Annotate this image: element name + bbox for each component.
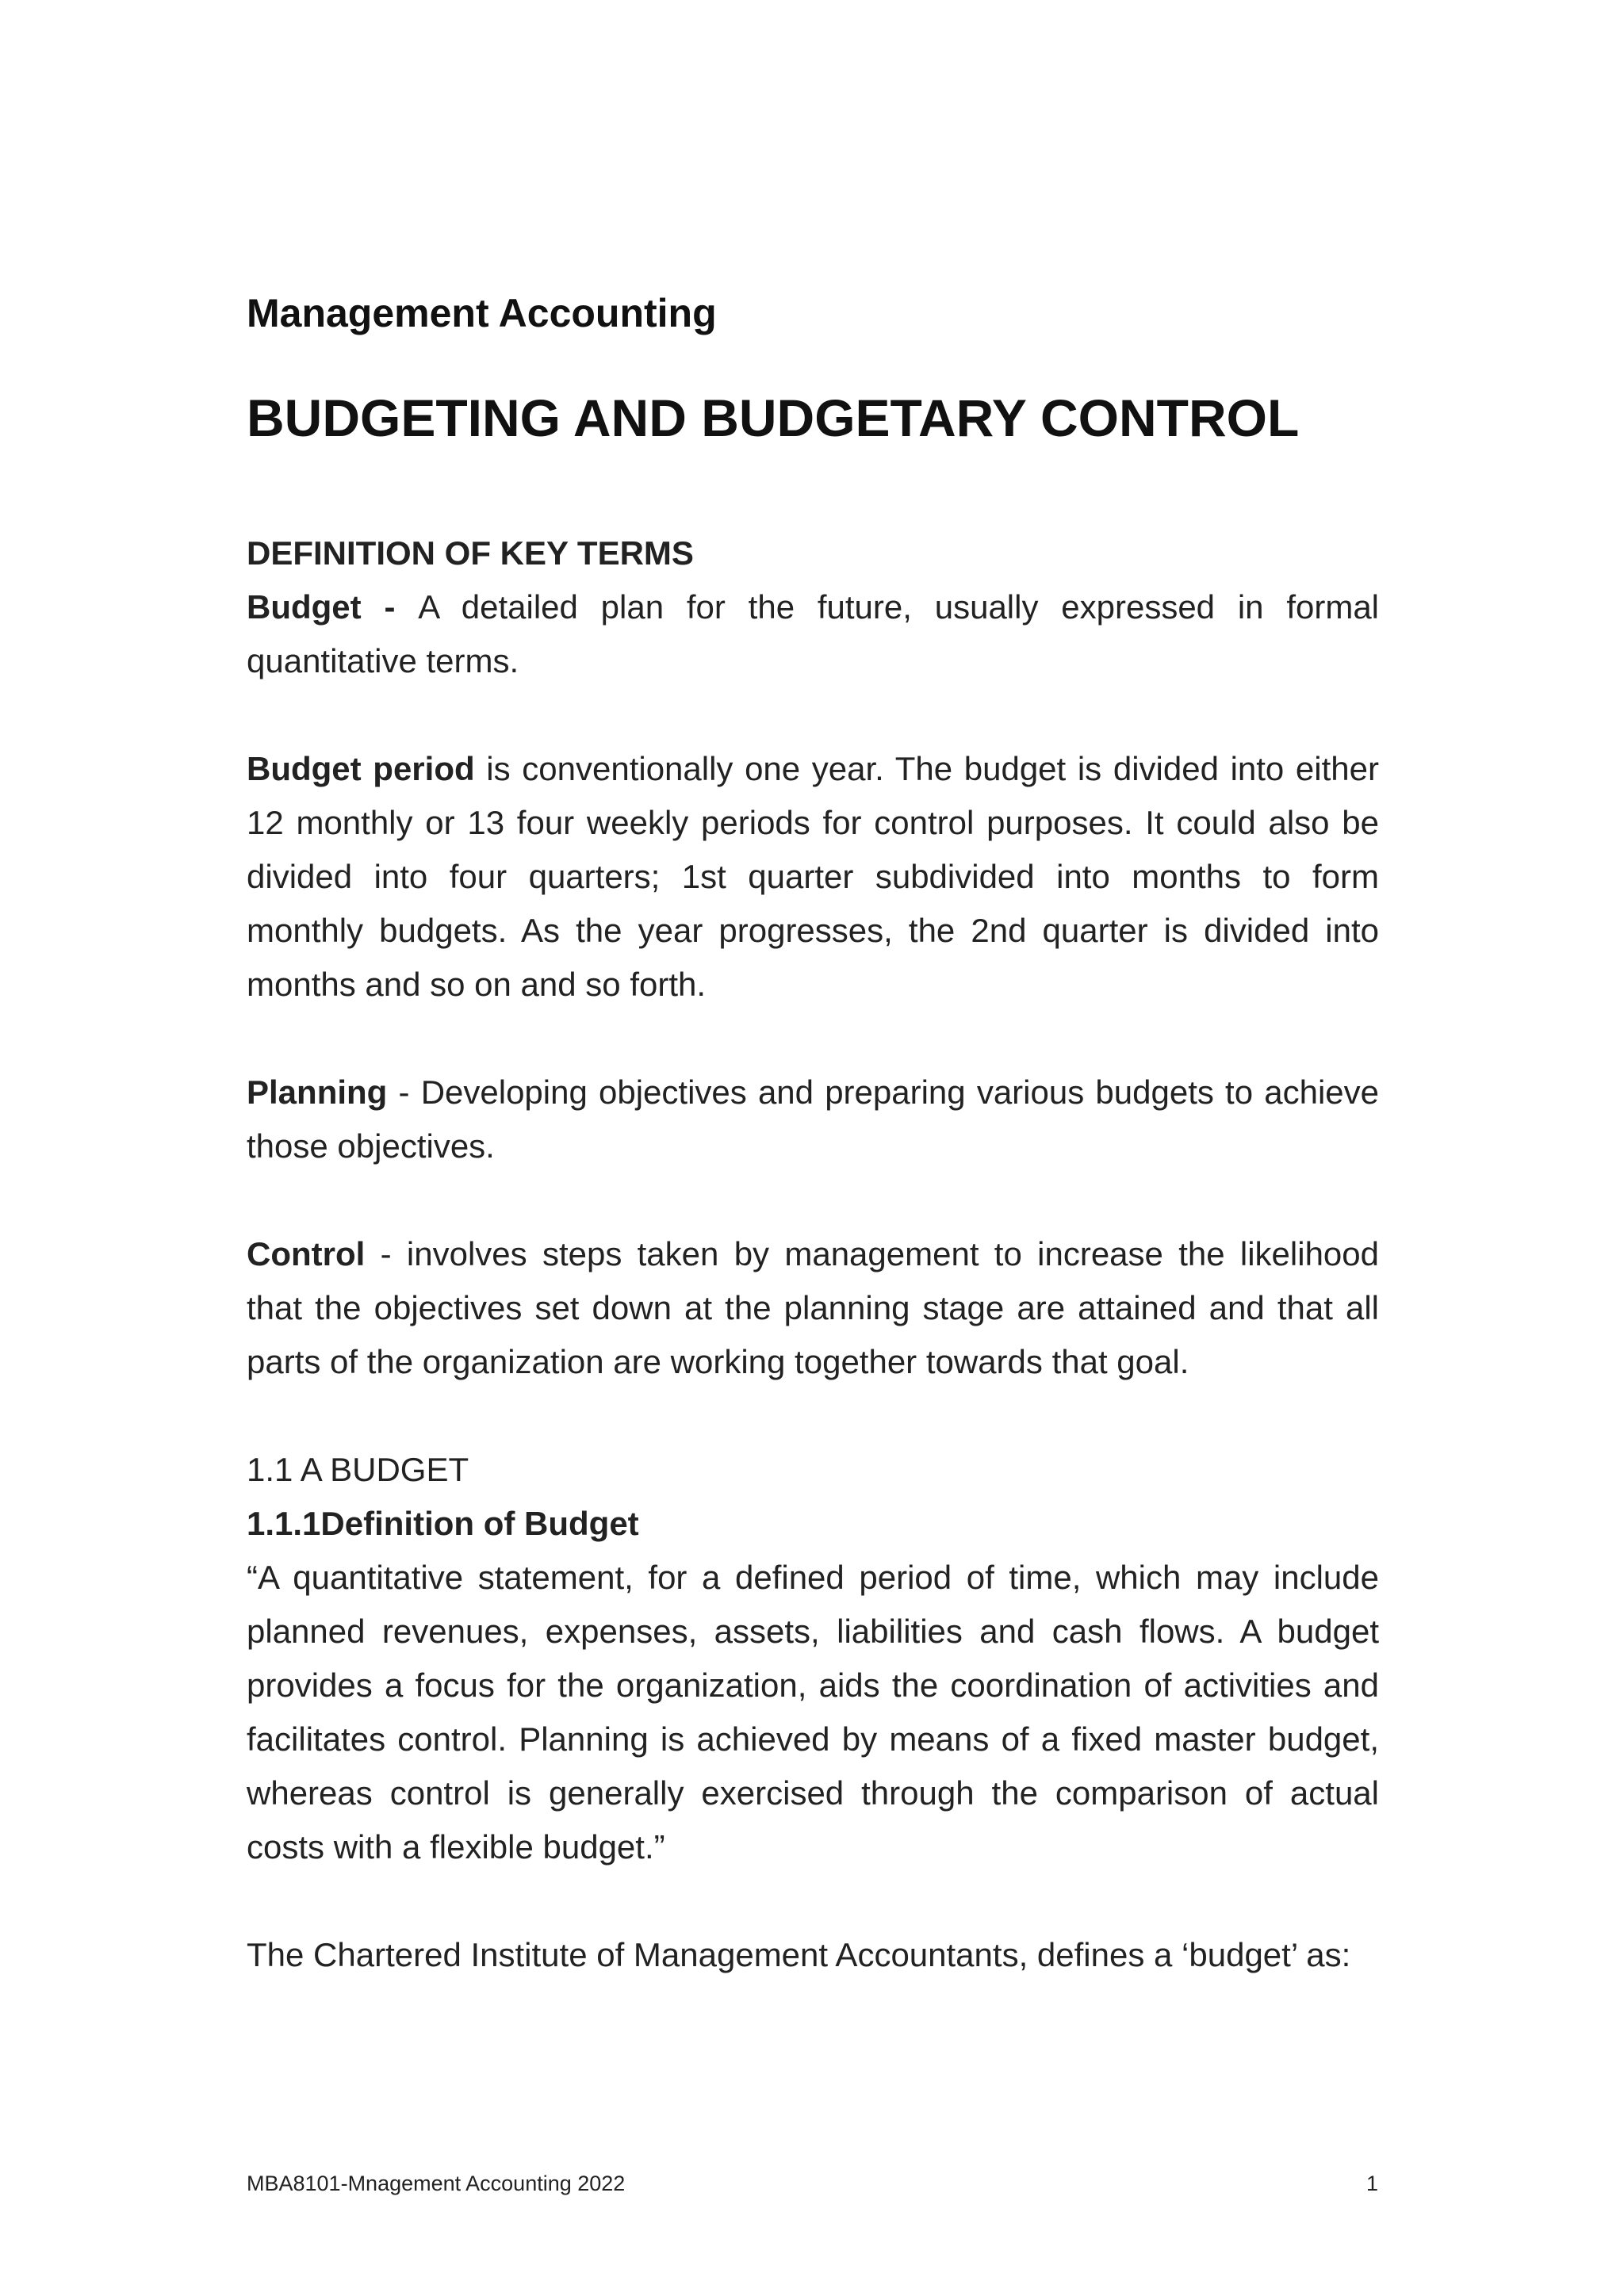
footer-course-label: MBA8101-Mnagement Accounting 2022: [247, 2172, 626, 2195]
term-text: A detailed plan for the future, usually expressed in formal quantitative terms.: [247, 588, 1380, 679]
term-label: Control: [247, 1235, 366, 1272]
term-planning-definition: [247, 1066, 1379, 1173]
key-terms-heading: DEFINITION OF KEY TERMS: [247, 534, 694, 572]
term-separator: -: [365, 1235, 407, 1272]
footer-page-number: 1: [1365, 2172, 1378, 2195]
subsection-heading: 1.1.1Definition of Budget: [247, 1505, 639, 1542]
subject-title: Management Accounting: [247, 291, 717, 335]
budget-definition-quote: “A quantitative statement, for a defined period of time, which may include planned revenues, expenses, assets, liabilities and cash flows. A budget provides a focus for the organization, aids the coordination of activities and facilitates control. Planning is achieved by means of a fixed master budget, whereas control is generally exercised through the comparison of actual costs with a flexible budget.”: [247, 1559, 1379, 1866]
term-budget-definition: [247, 580, 1379, 688]
term-label: Budget: [247, 588, 362, 626]
term-text: Developing objectives and preparing various budgets to achieve those objectives.: [247, 1073, 1380, 1165]
term-text: is conventionally one year. The budget is divided into either 12 monthly or 13 four weekly periods for control purposes. It could also be divided into four quarters; 1st quarter subdivided into months to form monthly budgets. As the year progresses, the 2nd quarter is divided into months and so on and so forth.: [247, 750, 1379, 1003]
term-separator: -: [387, 1073, 421, 1111]
term-budget-period-definition: [247, 742, 1379, 1012]
term-control-definition: [247, 1227, 1379, 1389]
term-text: involves steps taken by management to increase the likelihood that the objectives set down at the planning stage are attained and that all parts of the organization are working together towards that goal.: [247, 1235, 1380, 1380]
section-heading: 1.1 A BUDGET: [247, 1451, 469, 1488]
closing-paragraph: The Chartered Institute of Management Accountants, defines a ‘budget’ as:: [247, 1936, 1351, 1973]
main-title: BUDGETING AND BUDGETARY CONTROL: [247, 388, 1300, 447]
term-separator: -: [361, 588, 419, 626]
term-label: Budget period: [247, 750, 475, 787]
term-label: Planning: [247, 1073, 388, 1111]
term-separator: [475, 750, 487, 787]
page-content: [247, 285, 1379, 1982]
